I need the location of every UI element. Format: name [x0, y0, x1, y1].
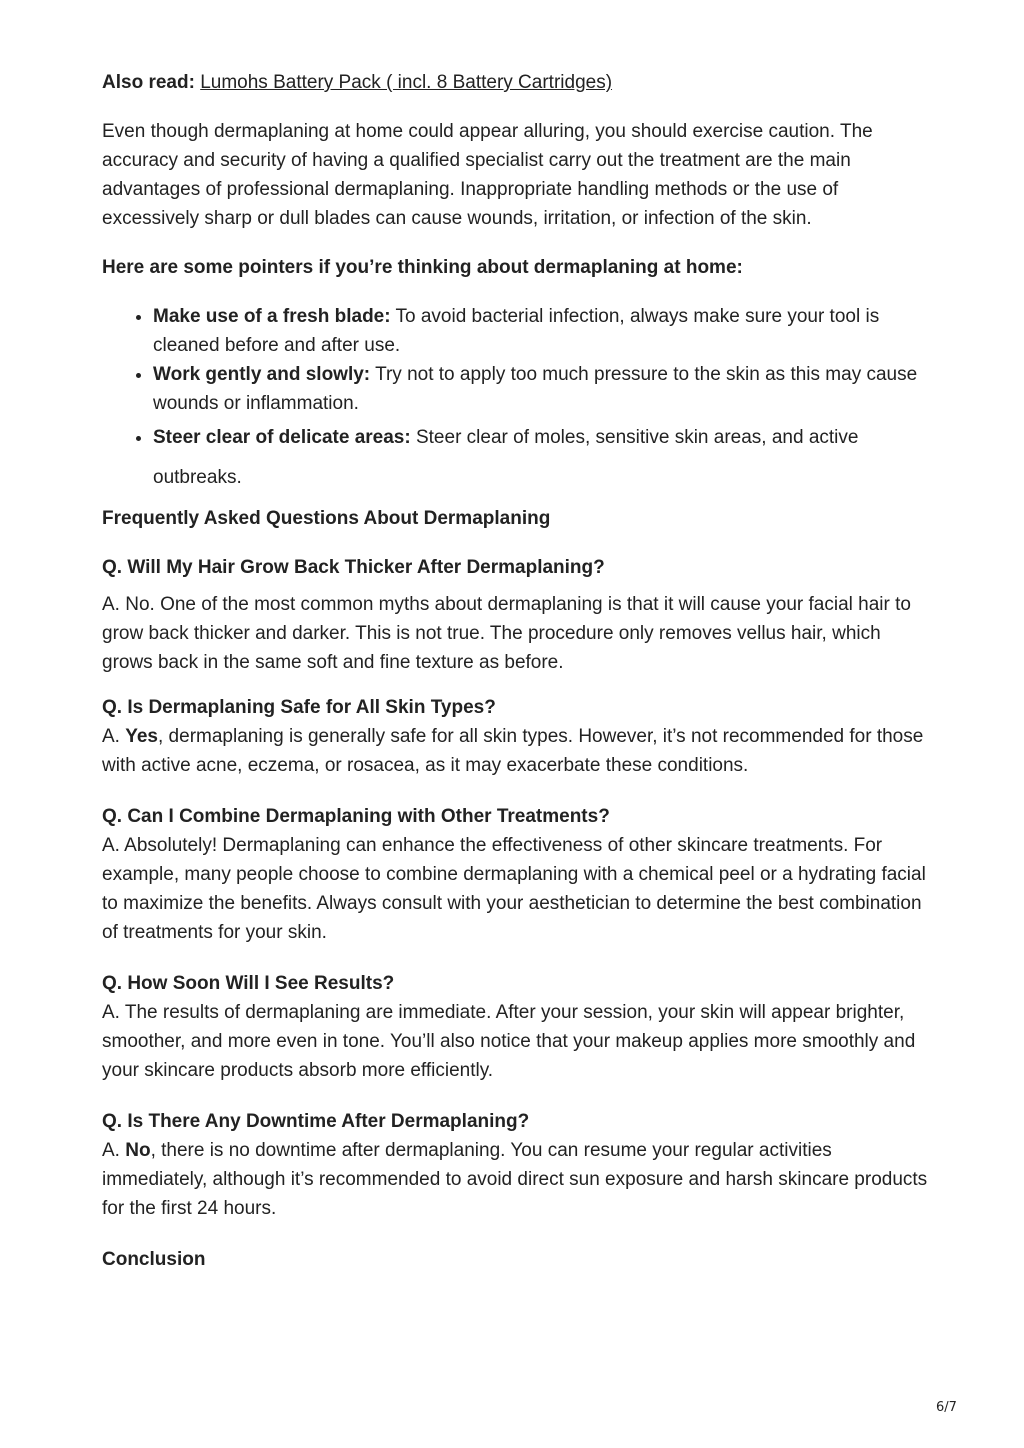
answer-text: Dermaplaning can enhance the effectiveness of other skincare treatments. For example, many people choose to combine dermaplaning with a chemical peel or a hydrating facial to maximize the benefits. Always consult with your aesthetician to determine the best combination of treatments for your skin.	[102, 835, 926, 943]
faq-answer	[102, 1136, 932, 1223]
tip-text: To avoid bacterial infection, always make sure your tool is cleaned before and after use.	[153, 306, 880, 356]
tip-title: Steer clear of delicate areas:	[153, 427, 411, 448]
faq-heading: Frequently Asked Questions About Dermaplaning	[102, 508, 551, 529]
answer-prefix: A.	[102, 1140, 126, 1161]
faq-answer	[102, 998, 932, 1085]
conclusion-heading: Conclusion	[102, 1249, 206, 1270]
answer-bold: No	[125, 1140, 151, 1161]
tip-title: Work gently and slowly:	[153, 364, 371, 385]
answer-text: , dermaplaning is generally safe for all skin types. However, it’s not recommended for those with active acne, eczema, or rosacea, as it may exacerbate these conditions.	[102, 726, 924, 776]
faq-question: Q. Is There Any Downtime After Dermaplaning?	[102, 1111, 530, 1132]
faq-answer	[102, 722, 932, 780]
answer-prefix: A.	[102, 726, 126, 747]
answer-text: One of the most common myths about dermaplaning is that it will cause your facial hair to grow back thicker and darker. This is not true. The procedure only removes vellus hair, which grows back in the same soft and fine texture as before.	[102, 594, 911, 673]
page-number: 6/7	[936, 1400, 957, 1415]
list-item	[153, 302, 932, 360]
faq-question: Q. How Soon Will I See Results?	[102, 973, 395, 994]
list-item	[153, 360, 932, 418]
faq-item	[102, 969, 932, 1085]
also-read-line	[102, 68, 932, 97]
faq-question: Q. Can I Combine Dermaplaning with Other Treatments?	[102, 806, 610, 827]
document-page	[102, 68, 932, 1274]
tips-list	[102, 302, 932, 498]
answer-prefix: A. Absolutely!	[102, 835, 218, 856]
answer-prefix: A. The results of dermaplaning are immediate.	[102, 1002, 492, 1023]
faq-answer	[102, 831, 932, 947]
answer-text: , there is no downtime after dermaplaning. You can resume your regular activities immediately, although it’s recommended to avoid direct sun exposure and harsh skincare products for the first 24 hours.	[102, 1140, 928, 1219]
pointers-heading: Here are some pointers if you’re thinking about dermaplaning at home:	[102, 257, 743, 278]
tip-text: Try not to apply too much pressure to the skin as this may cause wounds or inflammation.	[153, 364, 918, 414]
answer-text: After your session, your skin will appear brighter, smoother, and more even in tone. You’ll also notice that your makeup applies more smoothly and your skincare products absorb more efficiently.	[102, 1002, 916, 1081]
also-read-label: Also read:	[102, 72, 195, 93]
intro-paragraph: Even though dermaplaning at home could appear alluring, you should exercise caution. The accuracy and security of having a qualified specialist carry out the treatment are the main advantages of professional dermaplaning. Inappropriate handling methods or the use of excessively sharp or dull blades can cause wounds, irritation, or infection of the skin.	[102, 121, 873, 229]
faq-question: Q. Will My Hair Grow Back Thicker After Dermaplaning?	[102, 557, 605, 578]
faq-question: Q. Is Dermaplaning Safe for All Skin Types?	[102, 697, 496, 718]
faq-item	[102, 1107, 932, 1223]
also-read-link[interactable]: Lumohs Battery Pack ( incl. 8 Battery Cartridges)	[200, 72, 613, 93]
faq-answer	[102, 590, 932, 677]
tip-title: Make use of a fresh blade:	[153, 306, 391, 327]
tip-text: Steer clear of moles, sensitive skin areas, and active outbreaks.	[153, 427, 859, 488]
answer-bold: Yes	[125, 726, 158, 747]
faq-item	[102, 802, 932, 947]
list-item	[153, 418, 932, 498]
answer-prefix: A. No.	[102, 594, 155, 615]
faq-item	[102, 693, 932, 780]
